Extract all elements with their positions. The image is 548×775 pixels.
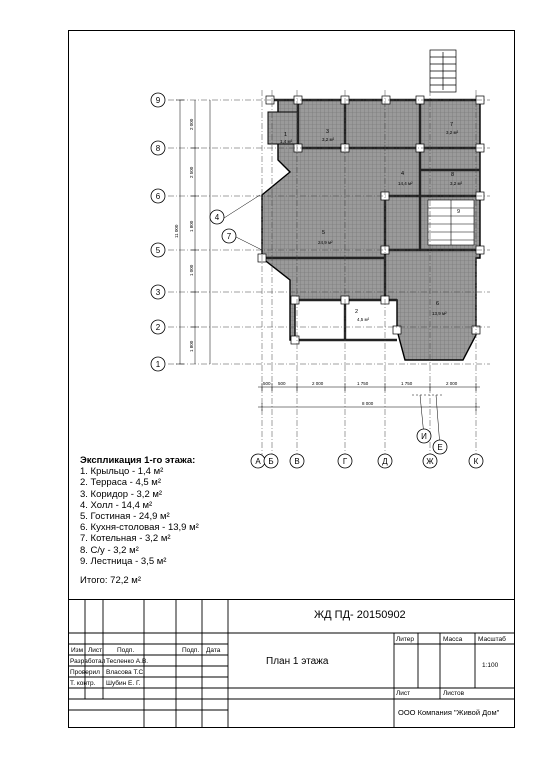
name-developer: Тесленко А.В.	[106, 658, 149, 665]
num-room-6: 6	[436, 301, 440, 307]
axis-label-4: 4	[214, 213, 220, 222]
dim-bottom-5: 1 750	[401, 381, 413, 386]
area-room-3: 3,2 м²	[322, 137, 335, 142]
dim-bottom-1: 500	[263, 381, 271, 386]
title-block	[68, 599, 515, 728]
sheets-label: Листов	[443, 690, 465, 697]
col-header-podp2: Подп.	[182, 647, 200, 654]
explication-item: 7. Котельная - 3,2 м²	[80, 533, 171, 545]
axis-label-2: 2	[155, 323, 161, 332]
dim-left-3: 1 800	[189, 220, 194, 232]
num-room-5: 5	[322, 230, 326, 236]
scale-value: 1:100	[482, 662, 499, 669]
axis-label-e: Е	[437, 443, 443, 452]
col-header-date: Дата	[206, 647, 221, 654]
col-header-izm: Изм	[71, 647, 84, 654]
explication-total: Итого: 72,2 м²	[80, 575, 141, 587]
axis-label-5: 5	[155, 246, 161, 255]
dim-bottom-3: 2 000	[312, 381, 324, 386]
col-header-podp: Подп.	[117, 647, 135, 654]
axis-label-i: И	[421, 432, 427, 441]
area-room-4: 14,4 м²	[398, 181, 413, 186]
area-room-5: 24,9 м²	[318, 240, 333, 245]
axis-label-a: А	[255, 457, 261, 466]
num-room-3: 3	[326, 129, 330, 135]
explication-item: 1. Крыльцо - 1,4 м²	[80, 466, 164, 478]
area-room-1: 1,4 м²	[280, 139, 293, 144]
axis-label-1: 1	[155, 360, 161, 369]
name-checker: Власова Т.С.	[106, 669, 146, 676]
explication-item: 4. Холл - 14,4 м²	[80, 499, 153, 511]
num-room-9: 9	[457, 209, 461, 215]
sheet-title: План 1 этажа	[266, 656, 329, 667]
explication-item: 6. Кухня-столовая - 13,9 м²	[80, 522, 199, 534]
explication-item: 3. Коридор - 3,2 м²	[80, 488, 163, 500]
axis-label-8: 8	[155, 144, 161, 153]
axis-label-3: 3	[155, 288, 161, 297]
area-room-6: 13,9 м²	[432, 311, 447, 316]
explication-item: 9. Лестница - 3,5 м²	[80, 555, 167, 567]
dim-left-total: 11 000	[174, 224, 179, 238]
room-explication	[80, 455, 199, 586]
axis-label-v: В	[294, 457, 300, 466]
document-code: ЖД ПД- 20150902	[314, 609, 406, 621]
mass-label: Масса	[443, 636, 463, 643]
explication-item: 5. Гостиная - 24,9 м²	[80, 511, 170, 523]
num-room-7: 7	[450, 122, 454, 128]
num-room-8: 8	[451, 172, 455, 178]
num-room-2: 2	[355, 309, 359, 315]
axis-label-7: 7	[226, 232, 232, 241]
num-room-4: 4	[401, 171, 405, 177]
dim-left-2: 2 500	[189, 166, 194, 178]
entry-stair	[430, 50, 456, 92]
col-header-list: Лист	[88, 647, 103, 654]
axis-label-9: 9	[155, 96, 161, 105]
area-room-7: 3,2 м²	[446, 130, 459, 135]
scale-label: Масштаб	[478, 636, 506, 643]
sheet-label: Лист	[396, 690, 411, 697]
area-room-2: 4,5 м²	[357, 317, 370, 322]
dim-left-5: 1 800	[189, 340, 194, 352]
company-name: ООО Компания "Живой Дом"	[398, 708, 500, 717]
explication-item: 8. С/у - 3,2 м²	[80, 544, 139, 556]
dim-left-1: 2 000	[189, 118, 194, 130]
dim-lines-bottom	[258, 383, 480, 411]
dim-bottom-4: 1 750	[357, 381, 369, 386]
stage-label: Литер	[396, 636, 415, 643]
axis-label-b: Б	[268, 457, 274, 466]
explication-title: Экспликация 1-го этажа:	[80, 455, 196, 466]
axis-label-k: К	[473, 457, 479, 466]
axis-label-6: 6	[155, 192, 161, 201]
dim-bottom-6: 2 000	[446, 381, 458, 386]
name-tech-control: Шубин Е. Г.	[106, 680, 141, 687]
dim-bottom-total: 8 000	[362, 401, 374, 406]
num-room-1: 1	[284, 132, 288, 138]
axis-label-g: Г	[342, 457, 348, 466]
role-checker: Проверил	[70, 669, 100, 676]
interior-stair	[428, 200, 474, 245]
axis-label-zh: Ж	[426, 457, 434, 466]
explication-item: 2. Терраса - 4,5 м²	[80, 477, 161, 489]
axis-label-d: Д	[382, 457, 388, 466]
dim-bottom-2: 500	[278, 381, 286, 386]
role-tech-control: Т. контр.	[70, 680, 96, 687]
role-developer: Разработал	[70, 658, 106, 665]
dim-left-4: 1 000	[189, 264, 194, 276]
area-room-8: 3,2 м²	[450, 181, 463, 186]
